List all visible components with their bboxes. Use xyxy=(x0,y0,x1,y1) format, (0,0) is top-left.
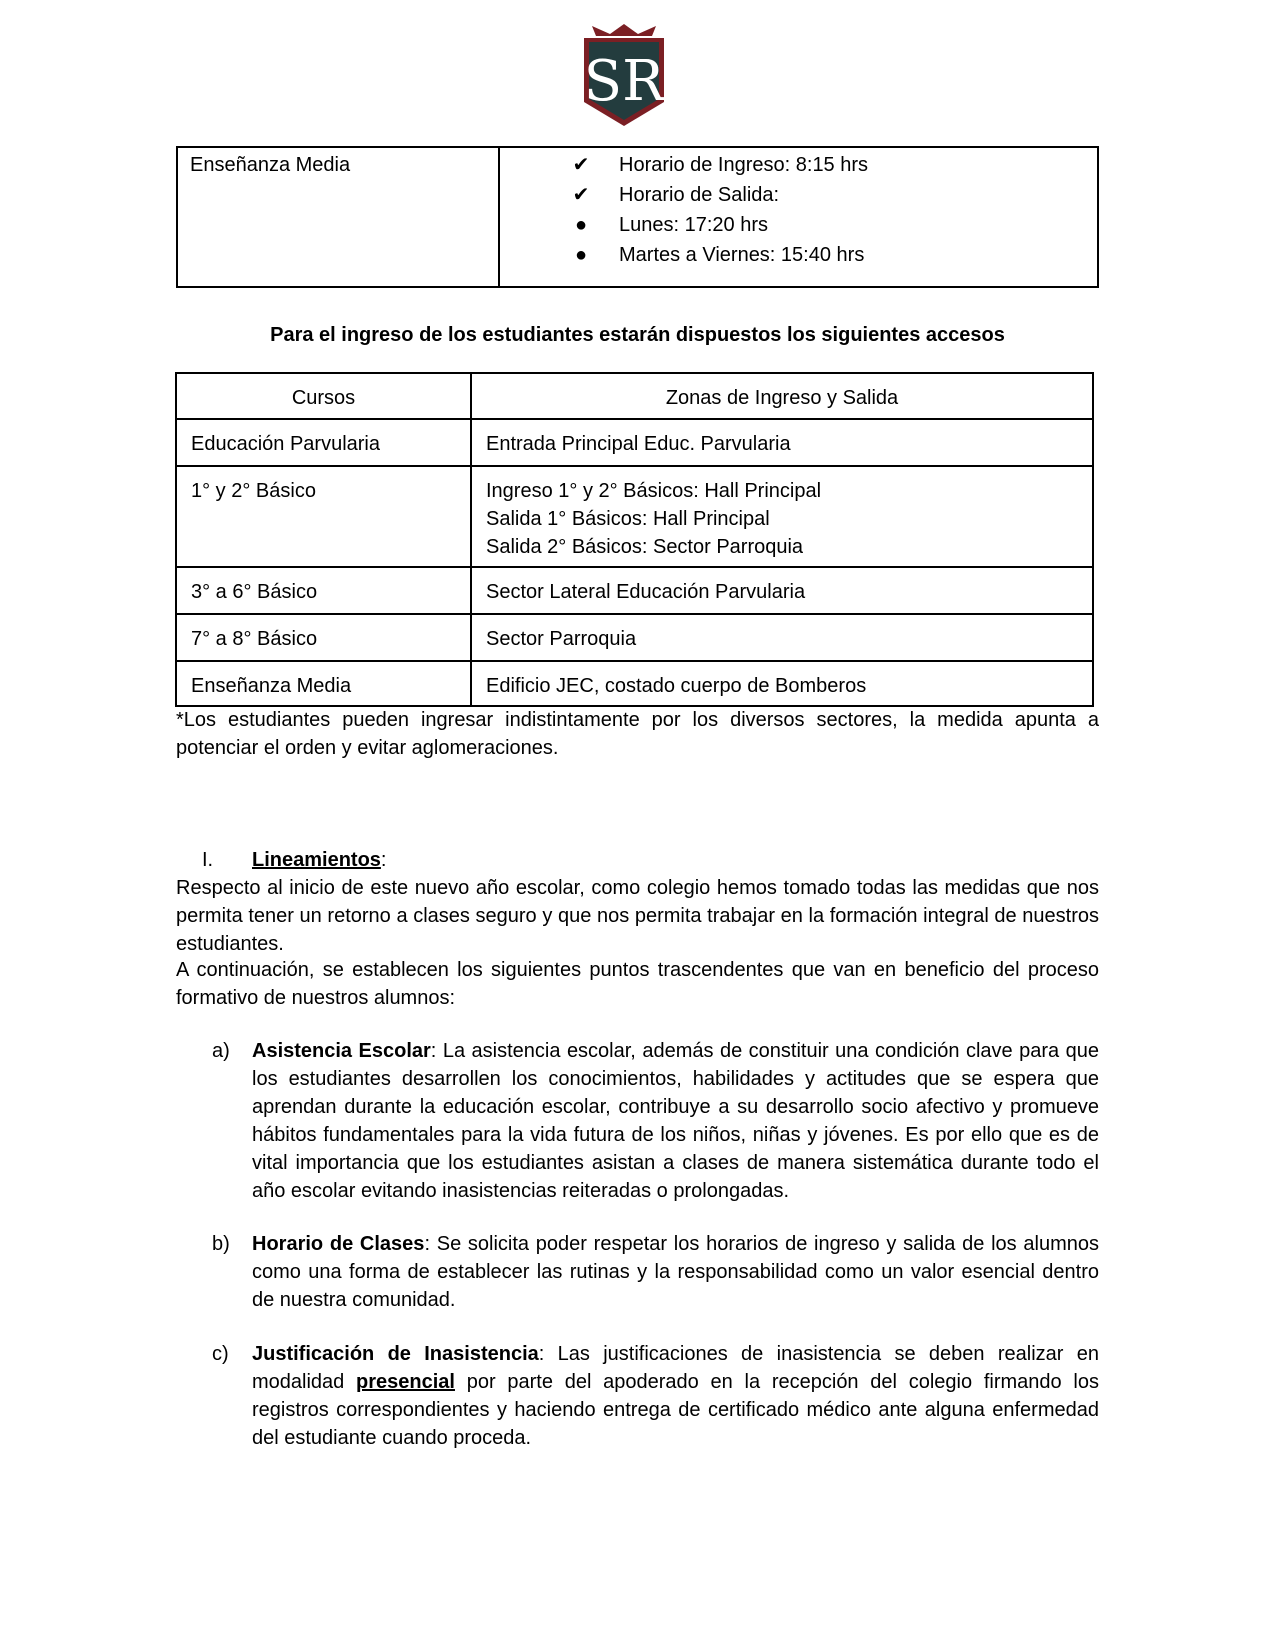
zone-line: Sector Lateral Educación Parvularia xyxy=(486,581,806,603)
schedule-item: ● Lunes: 17:20 hrs xyxy=(569,211,1097,241)
zone-line: Salida 2° Básicos: Sector Parroquia xyxy=(486,536,804,558)
section-number: I. xyxy=(202,849,214,871)
school-logo xyxy=(580,22,668,128)
item-body: Asistencia Escolar: La asistencia escolar, además de constituir una condición clave para que los estudiantes desarrollen los conocimientos, habilidades y actitudes que se espera que aprendan durante la educación escolar, contribuye a su desarrollo socio afectivo y promueve hábitos fundamentales para la vida futura de los niños, niñas y jóvenes. Es por ello que es de vital importancia que los estudiantes asistan a clases de manera sistemática durante todo el año escolar evitando inasistencias reiteradas o prolongadas. xyxy=(252,1040,1099,1202)
item-title: Horario de Clases xyxy=(252,1233,425,1255)
item-label: b) xyxy=(212,1233,230,1255)
course-cell: Educación Parvularia xyxy=(176,419,471,466)
bullet-icon: ● xyxy=(574,214,588,236)
schedule-level-cell xyxy=(177,147,499,287)
zone-line: Salida 1° Básicos: Hall Principal xyxy=(486,508,770,530)
item-body: Horario de Clases: Se solicita poder respetar los horarios de ingreso y salida de los alumnos como una forma de establecer las rutinas y la responsabilidad como un valor esencial dentro de nuestra comunidad. xyxy=(252,1233,1099,1311)
zone-line: Sector Parroquia xyxy=(486,628,637,650)
zone-cell xyxy=(471,567,1093,614)
table-row xyxy=(176,614,1093,661)
schedule-item: ● Martes a Viernes: 15:40 hrs xyxy=(569,241,1097,271)
schedule-table xyxy=(176,146,1099,288)
schedule-item: ✔ Horario de Ingreso: 8:15 hrs xyxy=(569,151,1097,181)
course-cell: 1° y 2° Básico xyxy=(176,466,471,567)
item-title: Asistencia Escolar xyxy=(252,1040,431,1062)
course-cell: Enseñanza Media xyxy=(176,661,471,706)
item-label: a) xyxy=(212,1040,230,1062)
column-header: Zonas de Ingreso y Salida xyxy=(471,373,1093,419)
zone-cell xyxy=(471,661,1093,706)
section-intro: A continuación, se establecen los siguientes puntos trascendentes que van en beneficio del proceso formativo de nuestros alumnos: xyxy=(176,959,1099,1009)
zone-cell xyxy=(471,466,1093,567)
section-label: Lineamientos: xyxy=(252,849,387,871)
table-row xyxy=(176,661,1093,706)
emphasis-text: presencial xyxy=(356,1371,455,1393)
zone-cell xyxy=(471,614,1093,661)
access-heading: Para el ingreso de los estudiantes estarán dispuestos los siguientes accesos xyxy=(270,324,1005,346)
table-row xyxy=(176,419,1093,466)
zone-line: Ingreso 1° y 2° Básicos: Hall Principal xyxy=(486,480,822,502)
item-label: c) xyxy=(212,1343,229,1365)
schedule-level: Enseñanza Media xyxy=(190,154,351,176)
access-table xyxy=(175,372,1094,707)
schedule-item: ✔ Horario de Salida: xyxy=(569,181,1097,211)
table-row xyxy=(176,567,1093,614)
schedule-items-cell xyxy=(499,147,1098,287)
checkmark-icon: ✔ xyxy=(572,184,590,206)
course-cell: 7° a 8° Básico xyxy=(176,614,471,661)
item-body: Justificación de Inasistencia: Las justificaciones de inasistencia se deben realizar en modalidad presencial por parte del apoderado en la recepción del colegio firmando los registros correspondientes y haciendo entrega de certificado médico ante alguna enfermedad del estudiante cuando proceda. xyxy=(252,1343,1099,1449)
logo-letters: SR xyxy=(583,49,665,114)
column-header: Cursos xyxy=(176,373,471,419)
table-header-row xyxy=(176,373,1093,419)
table-row xyxy=(176,466,1093,567)
zone-cell xyxy=(471,419,1093,466)
checkmark-icon: ✔ xyxy=(572,154,590,176)
zone-line: Edificio JEC, costado cuerpo de Bomberos xyxy=(486,675,867,697)
section-title-text: Lineamientos xyxy=(252,849,381,871)
course-cell: 3° a 6° Básico xyxy=(176,567,471,614)
bullet-icon: ● xyxy=(574,244,588,266)
section-intro: Respecto al inicio de este nuevo año escolar, como colegio hemos tomado todas las medidas que nos permita tener un retorno a clases seguro y que nos permita trabajar en la formación integral de nuestros estudiantes. xyxy=(176,877,1099,955)
access-note: *Los estudiantes pueden ingresar indistintamente por los diversos sectores, la medida apunta a potenciar el orden y evitar aglomeraciones. xyxy=(176,709,1099,759)
zone-line: Entrada Principal Educ. Parvularia xyxy=(486,433,791,455)
item-title: Justificación de Inasistencia xyxy=(252,1343,539,1365)
